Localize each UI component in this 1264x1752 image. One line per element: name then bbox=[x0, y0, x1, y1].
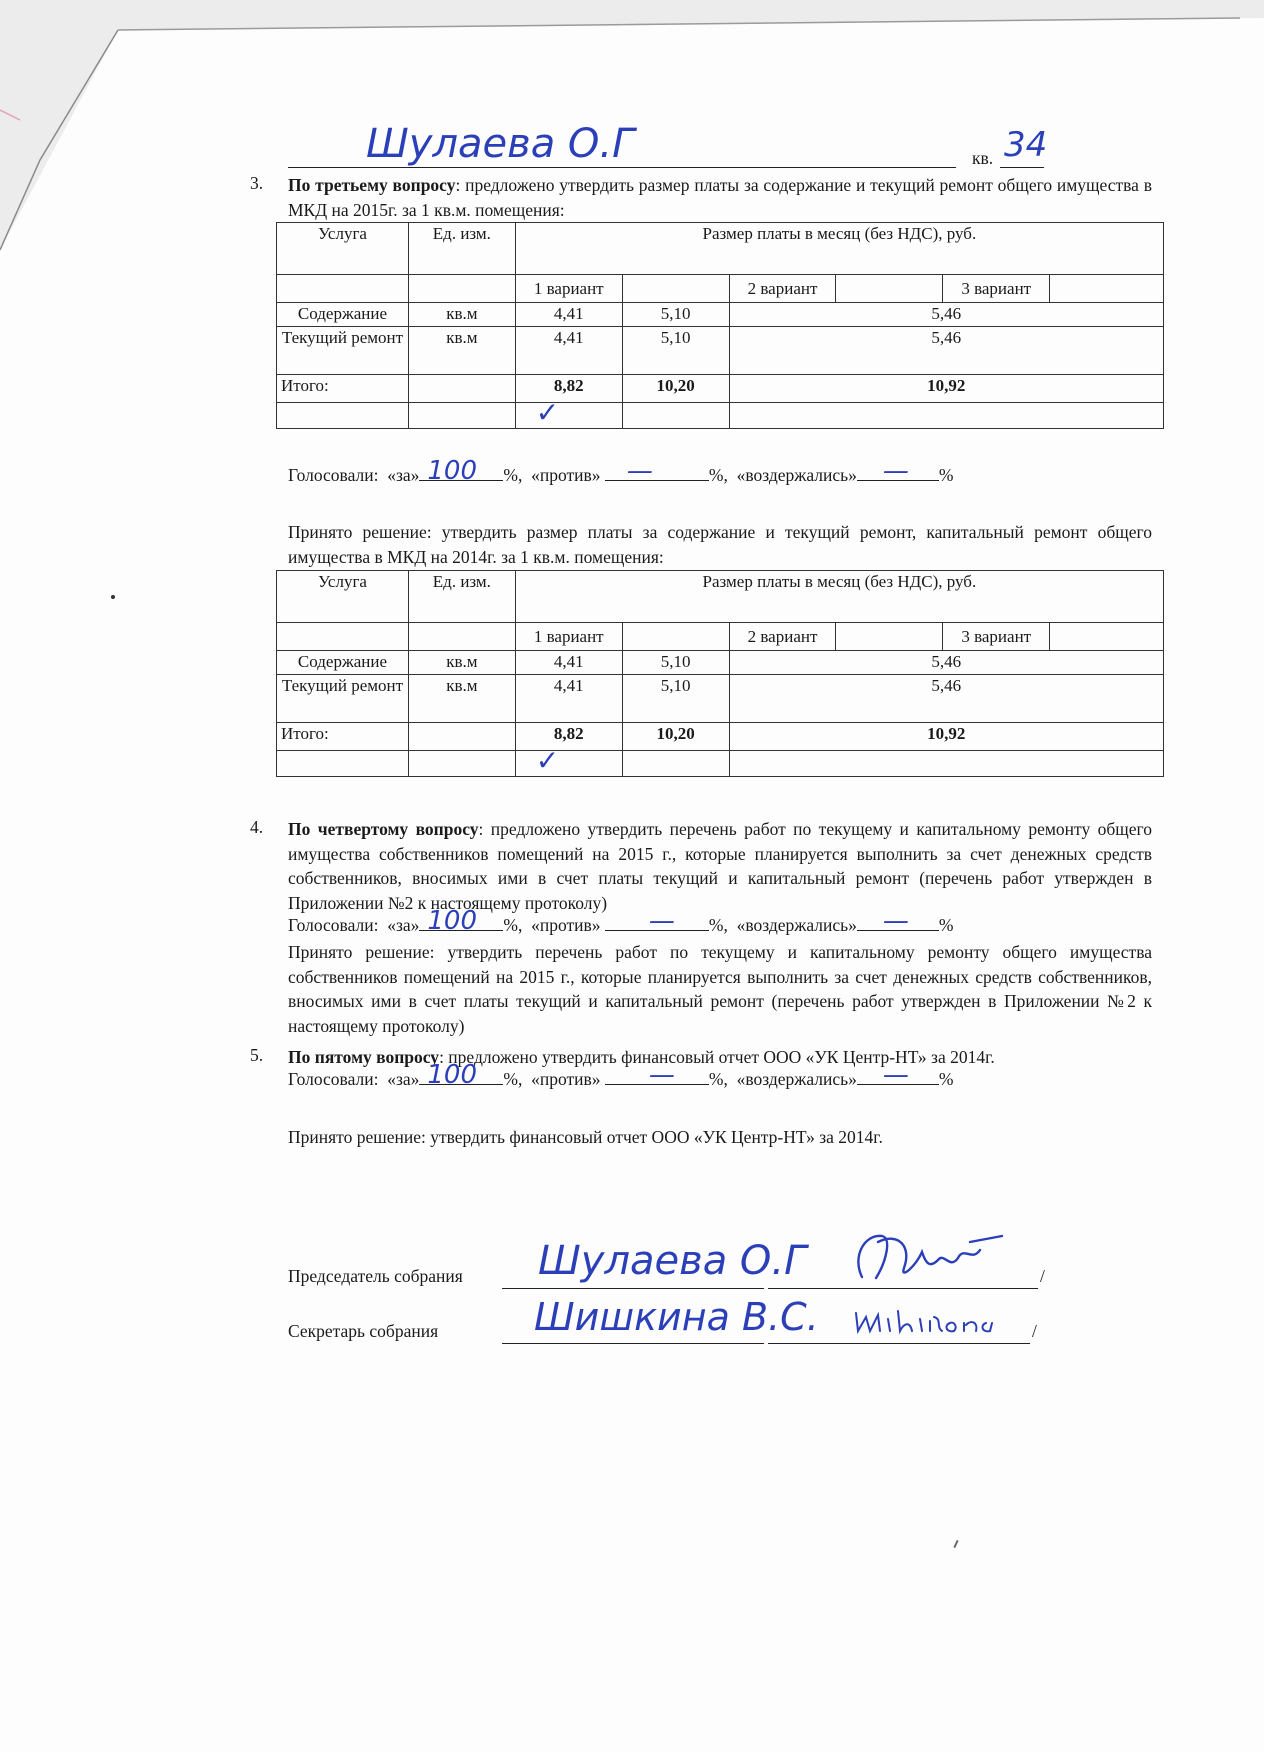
chair-name-handwritten: Шулаева О.Г bbox=[538, 1238, 807, 1284]
secretary-name-line bbox=[502, 1295, 819, 1344]
th-price: Размер платы в месяц (без НДС), руб. bbox=[515, 223, 1163, 275]
secretary-signature-line bbox=[768, 1303, 1030, 1344]
th-variant2: 2 вариант bbox=[729, 275, 836, 303]
owner-name-line bbox=[288, 121, 956, 168]
chair-slash: / bbox=[1040, 1266, 1045, 1286]
secretary-name-handwritten: Шишкина В.С. bbox=[534, 1295, 819, 1339]
q5-heading: По пятому вопросу bbox=[288, 1047, 440, 1067]
th-variant3: 3 вариант bbox=[943, 275, 1050, 303]
apartment-number-handwritten: 34 bbox=[1004, 125, 1048, 165]
q3-heading: По третьему вопросу bbox=[288, 175, 456, 195]
check-row bbox=[277, 751, 1164, 777]
q4-decision: Принято решение: утвердить перечень работ по текущему и капитальному ремонту общего имущества собственников помещений на 2015 г., которые планируется выполнить за счет денежных средств собственников, вносимых ими в счет платы текущий и капитальный ремонт (перечень работ утвержден в Приложении №2 к настоящему протоколу) bbox=[288, 942, 1152, 1036]
table-row: Текущий ремонт кв.м 4,41 5,10 5,46 bbox=[277, 675, 1164, 723]
q5-vote-line: Голосовали: «за» 100 %, «против» — %, «воздержались» — % bbox=[288, 1060, 954, 1090]
chair-label: Председатель собрания bbox=[288, 1266, 463, 1286]
checkmark-icon: ✓ bbox=[535, 746, 560, 777]
q5-number: 5. bbox=[250, 1045, 264, 1065]
q4-text: : предложено утвердить перечень работ по текущему и капитальному ремонту общего имущества собственников помещений на 2015 г., которые планируется выполнить за счет денежных средств собственников, вносимых ими в счет платы текущий и капитальный ремонт (перечень работ утвержден в Приложении №2 к настоящему протоколу) bbox=[288, 819, 1152, 913]
table-row: Текущий ремонт кв.м 4,41 5,10 5,46 bbox=[277, 327, 1164, 375]
check-row bbox=[277, 403, 1164, 429]
q4-number: 4. bbox=[250, 817, 264, 837]
q5-decision: Принято решение: утвердить финансовый отчет ООО «УК Центр-НТ» за 2014г. bbox=[288, 1127, 883, 1147]
th-variant1: 1 вариант bbox=[515, 275, 622, 303]
secretary-slash: / bbox=[1032, 1321, 1037, 1341]
chair-signature-line bbox=[768, 1248, 1038, 1289]
chair-name-line bbox=[502, 1238, 807, 1289]
th-service: Услуга bbox=[277, 223, 409, 275]
q3-text: : предложено утвердить размер платы за содержание и текущий ремонт общего имущества в МКД на 2015г. за 1 кв.м. помещения: bbox=[288, 175, 1152, 220]
owner-name-handwritten: Шулаева О.Г bbox=[366, 121, 635, 167]
scan-speck bbox=[953, 1540, 958, 1548]
tariff-table-1 bbox=[276, 222, 1164, 429]
q5-paragraph bbox=[288, 1045, 1152, 1070]
q3-number: 3. bbox=[250, 173, 264, 193]
th-unit: Ед. изм. bbox=[408, 223, 515, 275]
table-total-row: Итого: 8,82 10,20 10,92 bbox=[277, 723, 1164, 751]
table-row: Содержание кв.м 4,41 5,10 5,46 bbox=[277, 651, 1164, 675]
vote-against-handwritten: — bbox=[626, 456, 653, 486]
chair-signature bbox=[842, 1222, 1042, 1292]
q4-paragraph bbox=[288, 817, 1152, 915]
q4-vote-line: Голосовали: «за» 100 %, «против» — %, «воздержались» — % bbox=[288, 906, 954, 936]
q3-vote-line: Голосовали: «за» 100 %, «против» — %, «воздержались» — % bbox=[288, 456, 954, 486]
table-total-row: Итого: 8,82 10,20 10,92 bbox=[277, 375, 1164, 403]
q3-paragraph bbox=[288, 173, 1152, 222]
table-row: Содержание кв.м 4,41 5,10 5,46 bbox=[277, 303, 1164, 327]
secretary-label: Секретарь собрания bbox=[288, 1321, 439, 1341]
vote-for-handwritten: 100 bbox=[427, 456, 478, 486]
tariff-table-2: Услуга Ед. изм. Размер платы в месяц (без НДС), руб. 1 вариант 2 вариант 3 вариант Содержание кв.м 4,41 5,10 5,46 Текущий ремонт кв.м 4,41 5,10 5,46 Итого: 8,82 10,20 10,92 ✓ bbox=[276, 570, 1164, 777]
secretary-signature bbox=[848, 1301, 1008, 1341]
checkmark-icon: ✓ bbox=[535, 398, 560, 429]
q3-decision: Принято решение: утвердить размер платы за содержание и текущий ремонт, капитальный ремонт общего имущества в МКД на 2014г. за 1 кв.м. помещения: bbox=[288, 522, 1152, 567]
q4-heading: По четвертому вопросу bbox=[288, 819, 479, 839]
q5-text: : предложено утвердить финансовый отчет ООО «УК Центр-НТ» за 2014г. bbox=[439, 1047, 995, 1067]
vote-abstain-handwritten: — bbox=[882, 456, 909, 486]
apartment-line bbox=[1000, 125, 1048, 168]
apartment-label: кв. bbox=[972, 148, 994, 168]
